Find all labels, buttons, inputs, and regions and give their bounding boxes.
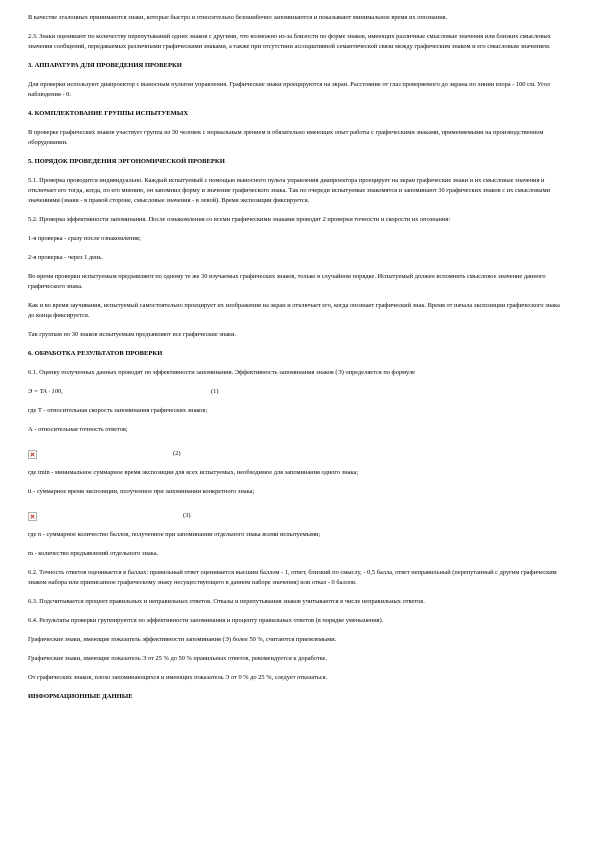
section-3-heading: 3. АППАРАТУРА ДЛЯ ПРОВЕДЕНИЯ ПРОВЕРКИ [28, 62, 182, 69]
section-5-heading: 5. ПОРЯДОК ПРОВЕДЕНИЯ ЭРГОНОМИЧЕСКОЙ ПРОВЕРКИ [28, 158, 225, 165]
paragraph-reference-signs: В качестве эталонных принимаются знаки, которые быстро и относительно безошибочно запоминаются и показывают минимальное время их опознания. [28, 14, 448, 21]
info-heading: ИНФОРМАЦИОННЫЕ ДАННЫЕ [28, 693, 133, 700]
definition-n: где n - суммарное количество баллов, полученное при запоминании отдельного знака всеми испытуемыми; [28, 531, 321, 538]
paragraph-5-2: 5.2. Проверка эффективности запоминания. После ознакомления со всеми графическими знаками проводят 2 проверки точности и скорости их опознания: [28, 216, 451, 223]
definition-t: где Т - относительная скорость запоминания графических знаков; [28, 407, 208, 414]
paragraph-6-1: 6.1. Оценку полученных данных проводят по эффективности запоминания. Эффективность запоминания знаков (Э) определяется по формуле [28, 369, 415, 376]
paragraph-6-5: Графические знаки, имеющие показатель эффективности запоминания (Э) более 50 %, считаются приемлемыми. [28, 636, 337, 643]
broken-image-icon [28, 512, 37, 521]
formula-1-number: (1) [211, 388, 219, 395]
check-2: 2-я проверка - через 1 день. [28, 254, 103, 261]
formula-3-number: (3) [183, 512, 191, 519]
formula-1 [28, 387, 567, 397]
paragraph-3: Для проверки используют диапроектор с выносным пультом управления. Графические знаки проецируются на экран. Расстояние от глаз проверяемого до экрана по линии взора - 100 см. Угол наблюдения - 0. [28, 81, 550, 98]
paragraph-5-5: Так группам по 30 знаков испытуемым предъявляют все графические знаки. [28, 331, 237, 338]
paragraph-6-7: От графических знаков, плохо запоминающихся и имеющих показатель Э от 0 % до 25 %, следует отказаться. [28, 674, 328, 681]
paragraph-6-6: Графические знаки, имеющие показатель Э от 25 % до 50 % правильных ответов, рекомендуется к доработке. [28, 655, 328, 662]
section-4-heading: 4. КОМПЛЕКТОВАНИЕ ГРУППЫ ИСПЫТУЕМЫХ [28, 110, 189, 117]
formula-1-expression: Э = ТА · 100, [28, 388, 63, 395]
formula-3-row [28, 499, 567, 521]
paragraph-6-2: 6.2. Точность ответов оценивается в баллах: правильный ответ оценивается высшим баллом - 1, ответ, близкий по смыслу, - 0,5 балла, ответ неправильный (перепутанный с другим графическим знаком набора или приписанное графическому знаку несуществующего в данном наборе значения) или отказ - 0 баллов. [28, 569, 557, 586]
definition-a: А - относительная точность ответов; [28, 426, 128, 433]
section-6-heading: 6. ОБРАБОТКА РЕЗУЛЬТАТОВ ПРОВЕРКИ [28, 350, 163, 357]
formula-2-row [28, 437, 567, 459]
paragraph-5-1: 5.1. Проверка проводится индивидуально. Каждый испытуемый с помощью выносного пульта управления диапроектора проецирует на экран графические знаки и их смысловые значения и отключает его тогда, когда, по его мнению, он запомнил форму и значение графического знака. Так по очереди испытуемые знакомятся и запоминают 30 графических знаков с их смысловыми значениями (знаки - в правой стороне, смысловые значения - в левой). Время экспозиции фиксируется. [28, 177, 551, 204]
paragraph-4: В проверке графических знаков участвует группа из 30 человек с нормальным зрением и обязательно имеющих опыт работы с графическими знаками, применяемыми на производственном оборудовании. [28, 129, 544, 146]
definition-tmin: где tmin - минимальное суммарное время экспозиции для всех испытуемых, необходимое для запоминания одного знака; [28, 469, 359, 476]
formula-2-number: (2) [173, 450, 181, 457]
paragraph-2-3: 2.3. Знаки оценивают по количеству перепутываний одних знаков с другими, что возможно из-за близости по форме знаков, имеющих различные смысловые значения или близких смысловых значения сообщений, передаваемых различными графическими знаками, а также при отсутствии ассоциативной семантической связи между графическим знаком и его смысловым значением. [28, 33, 551, 50]
definition-m: m - количество предъявлений отдельного знака. [28, 550, 159, 557]
paragraph-5-3: Во время проверки испытуемым предъявляют по одному те же 30 изучаемых графических знаков, только в случайном порядке. Испытуемый должен вспомнить смысловое значение данного графического знака. [28, 273, 546, 290]
broken-image-icon [28, 450, 37, 459]
paragraph-6-4: 6.4. Результаты проверки группируются по эффективности запоминания и проценту правильных ответов (в порядке уменьшения). [28, 617, 384, 624]
check-1: 1-я проверка - сразу после ознакомления; [28, 235, 141, 242]
definition-ti: ti - суммарное время экспозиции, полученное при запоминании конкретного знака; [28, 488, 255, 495]
paragraph-6-3: 6.3. Подсчитывается процент правильных и неправильных ответов. Отказы и перепутывания знаков учитываются в числе неправильных ответов. [28, 598, 425, 605]
paragraph-5-4: Как и во время заучивания, испытуемый самостоятельно проецирует их изображения на экран и отключает его, когда опознает графический знак. Время от начала экспозиции графического знака до конца фиксируется. [28, 302, 560, 319]
